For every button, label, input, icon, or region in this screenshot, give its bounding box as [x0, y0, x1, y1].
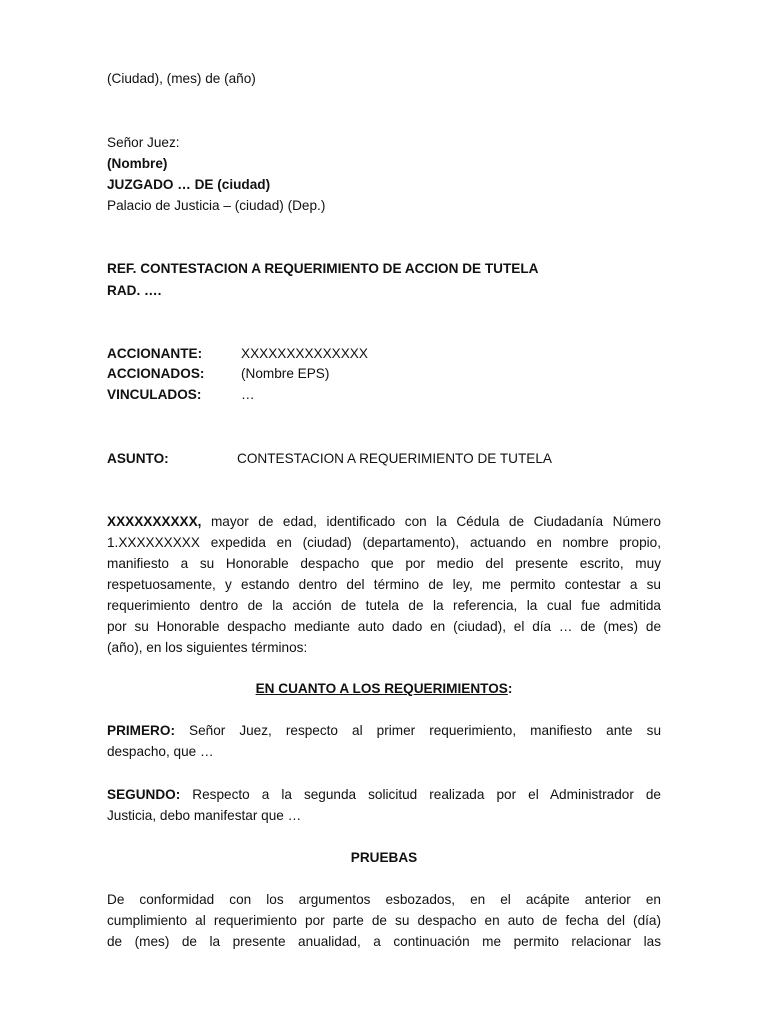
party-value-vinculados: …: [241, 387, 255, 402]
intro-line-1: [107, 513, 661, 531]
segundo-line-1: [107, 786, 661, 804]
primero-label: PRIMERO:: [107, 723, 175, 738]
primero-line-2: despacho, que …: [107, 744, 214, 759]
party-label-accionante: ACCIONANTE:: [107, 346, 203, 361]
intro-line-6: por su Honorable despacho mediante auto dado en (ciudad), el día … de (mes) de: [107, 619, 661, 634]
section-title-text: EN CUANTO A LOS REQUERIMIENTOS: [255, 681, 508, 696]
intro-bold-name: XXXXXXXXXX,: [107, 514, 202, 529]
party-label-vinculados: VINCULADOS:: [107, 387, 202, 402]
date-line: (Ciudad), (mes) de (año): [107, 71, 256, 86]
intro-line-3: manifiesto a su Honorable despacho que por medio del presente escrito, muy: [107, 556, 661, 571]
intro-line-7: (año), en los siguientes términos:: [107, 640, 308, 655]
party-value-accionados: (Nombre EPS): [241, 366, 330, 381]
intro-first-rest: mayor de edad, identificado con la Cédula de Ciudadanía Número: [201, 514, 661, 529]
section-title-requerimientos: [107, 680, 661, 698]
intro-line-2: 1.XXXXXXXXX expedida en (ciudad) (departamento), actuando en nombre propio,: [107, 535, 661, 550]
section-title-pruebas: PRUEBAS: [350, 850, 418, 865]
court-name: JUZGADO … DE (ciudad): [107, 177, 271, 192]
subject-label: ASUNTO:: [107, 451, 169, 466]
intro-line-4: respetuosamente, y estando dentro del término de ley, me permito contestar a su: [107, 577, 661, 592]
subject-value: CONTESTACION A REQUERIMIENTO DE TUTELA: [237, 451, 552, 466]
pruebas-line-1: De conformidad con los argumentos esbozados, en el acápite anterior en: [107, 892, 661, 907]
party-label-accionados: ACCIONADOS:: [107, 366, 205, 381]
intro-line-5: requerimiento dentro de la acción de tutela de la referencia, la cual fue admitida: [107, 598, 661, 613]
segundo-line-2: Justicia, debo manifestar que …: [107, 808, 302, 823]
judge-name: (Nombre): [107, 156, 168, 171]
pruebas-line-3: de (mes) de la presente anualidad, a continuación me permito relacionar las: [107, 934, 661, 949]
reference-line: REF. CONTESTACION A REQUERIMIENTO DE ACCION DE TUTELA: [107, 261, 539, 276]
pruebas-line-2: cumplimiento al requerimiento por parte de su despacho en auto de fecha del (día): [107, 913, 661, 928]
rad-line: RAD. ….: [107, 283, 162, 298]
segundo-rest: Respecto a la segunda solicitud realizada por el Administrador de: [180, 787, 661, 802]
court-address: Palacio de Justicia – (ciudad) (Dep.): [107, 198, 326, 213]
section-title-colon: :: [507, 681, 513, 696]
primero-rest: Señor Juez, respecto al primer requerimiento, manifiesto ante su: [174, 723, 661, 738]
segundo-label: SEGUNDO:: [107, 787, 181, 802]
primero-line-1: [107, 722, 661, 740]
party-value-accionante: XXXXXXXXXXXXXX: [241, 346, 368, 361]
salutation: Señor Juez:: [107, 135, 180, 150]
